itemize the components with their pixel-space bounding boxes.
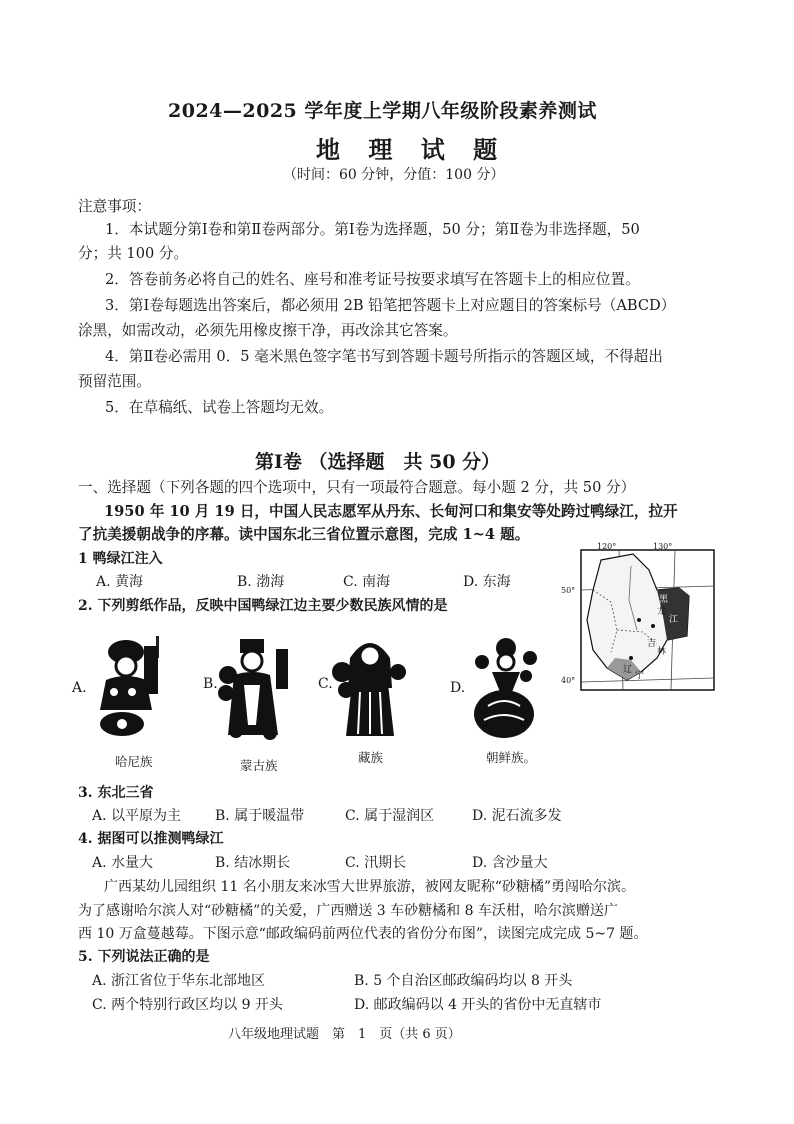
map-region-label: 江 (669, 615, 679, 625)
note-line: 2．答卷前务必将自己的姓名、座号和准考证号按要求填写在答题卡上的相应位置。 (105, 271, 640, 288)
figure-caption: 哈尼族 (115, 754, 153, 769)
option: D. 邮政编码以 4 开头的省份中无直辖市 (354, 997, 602, 1013)
papercut-mongolian-image (216, 635, 292, 745)
option: A. 黄海 (96, 574, 144, 590)
question-stem: 4. 据图可以推测鸭绿江 (78, 831, 224, 847)
figure-caption: 蒙古族 (240, 758, 278, 773)
option: B. 5 个自治区邮政编码均以 8 开头 (354, 973, 573, 989)
question-stem: 3. 东北三省 (78, 785, 154, 801)
subject-title: 地 理 试 题 (316, 135, 508, 164)
option: D. 含沙量大 (472, 855, 548, 871)
note-line: 4．第Ⅱ卷必需用 0．5 毫米黑色签字笔书写到答题卡题号所指示的答题区域，不得超出 (105, 348, 663, 365)
option: D. 泥石流多发 (472, 808, 562, 824)
passage-line: 了抗美援朝战争的序幕。读中国东北三省位置示意图，完成 1~4 题。 (78, 526, 530, 543)
option: B. 结冰期长 (215, 855, 291, 871)
note-line: 涂黑，如需改动，必须先用橡皮擦干净，再改涂其它答案。 (78, 322, 458, 339)
option: C. 属于湿润区 (345, 808, 435, 824)
note-line: 3．第Ⅰ卷每题选出答案后，都必须用 2B 铅笔把答题卡上对应题目的答案标号（ABCD） (105, 297, 676, 314)
figure-caption: 藏族 (358, 750, 384, 765)
option-letter: B. (203, 676, 218, 692)
papercut-korean-image (466, 632, 542, 740)
option-letter: A. (72, 680, 87, 696)
option: B. 渤海 (237, 574, 285, 590)
passage-line: 广西某幼儿园组织 11 名小朋友来冰雪大世界旅游，被网友昵称“砂糖橘”勇闯哈尔滨。 (104, 879, 636, 895)
question-stem: 1 鸭绿江注入 (78, 551, 163, 567)
map-region-label: 宁 (635, 671, 645, 681)
exam-meta: （时间：60 分钟，分值：100 分） (283, 167, 505, 183)
note-line: 分；共 100 分。 (78, 245, 189, 262)
note-line: 预留范围。 (78, 373, 151, 390)
map-region-label: 龙 (657, 607, 667, 617)
map-lon-label: 120° (597, 542, 617, 551)
map-region-label: 林 (657, 647, 667, 657)
note-line: 5．在草稿纸、试卷上答题均无效。 (105, 399, 334, 416)
northeast-china-map (561, 540, 721, 700)
map-lon-label: 130° (653, 542, 673, 551)
papercut-hani-image (92, 632, 164, 740)
question-stem: 5. 下列说法正确的是 (78, 949, 210, 965)
map-lat-label: 50° (561, 586, 576, 595)
notes-heading: 注意事项： (78, 198, 151, 215)
map-graphic (571, 540, 721, 700)
passage-line: 西 10 万盒蔓越莓。下图示意“邮政编码前两位代表的省份分布图”，读图完成完成 5~7 题。 (78, 926, 648, 942)
map-lat-label: 40° (561, 676, 576, 685)
question-stem: 2. 下列剪纸作品，反映中国鸭绿江边主要少数民族风情的是 (78, 598, 448, 614)
section-instruction: 一、选择题（下列各题的四个选项中，只有一项最符合题意。每小题 2 分，共 50 分） (78, 479, 636, 496)
option: B. 属于暖温带 (215, 808, 305, 824)
option: A. 以平原为主 (92, 808, 182, 824)
papercut-tibetan-image (330, 628, 410, 740)
option: D. 东海 (463, 574, 511, 590)
passage-line: 为了感谢哈尔滨人对“砂糖橘”的关爱，广西赠送 3 车砂糖橘和 8 车沃柑，哈尔滨赠送广 (78, 903, 618, 919)
option-letter: D. (450, 680, 466, 696)
page-footer: 八年级地理试题 第 1 页（共 6 页） (228, 1027, 461, 1042)
option-letter: C. (318, 676, 333, 692)
option: A. 浙江省位于华东北部地区 (92, 973, 266, 989)
exam-title: 2024—2025 学年度上学期八年级阶段素养测试 (168, 100, 597, 122)
option: A. 水量大 (92, 855, 154, 871)
note-line: 1．本试题分第Ⅰ卷和第Ⅱ卷两部分。第Ⅰ卷为选择题，50 分；第Ⅱ卷为非选择题，50 (105, 221, 640, 238)
map-region-label: 黑 (659, 595, 669, 605)
map-region-label: 辽 (623, 665, 633, 675)
figure-caption: 朝鲜族。 (486, 750, 537, 765)
section-title: 第Ⅰ卷 （选择题 共 50 分） (255, 451, 501, 473)
option: C. 南海 (343, 574, 391, 590)
map-region-label: 吉 (647, 639, 657, 649)
option: C. 汛期长 (345, 855, 407, 871)
option: C. 两个特别行政区均以 9 开头 (92, 997, 283, 1013)
passage-line: 1950 年 10 月 19 日，中国人民志愿军从丹东、长甸河口和集安等处跨过鸭绿江，拉开 (104, 503, 678, 520)
